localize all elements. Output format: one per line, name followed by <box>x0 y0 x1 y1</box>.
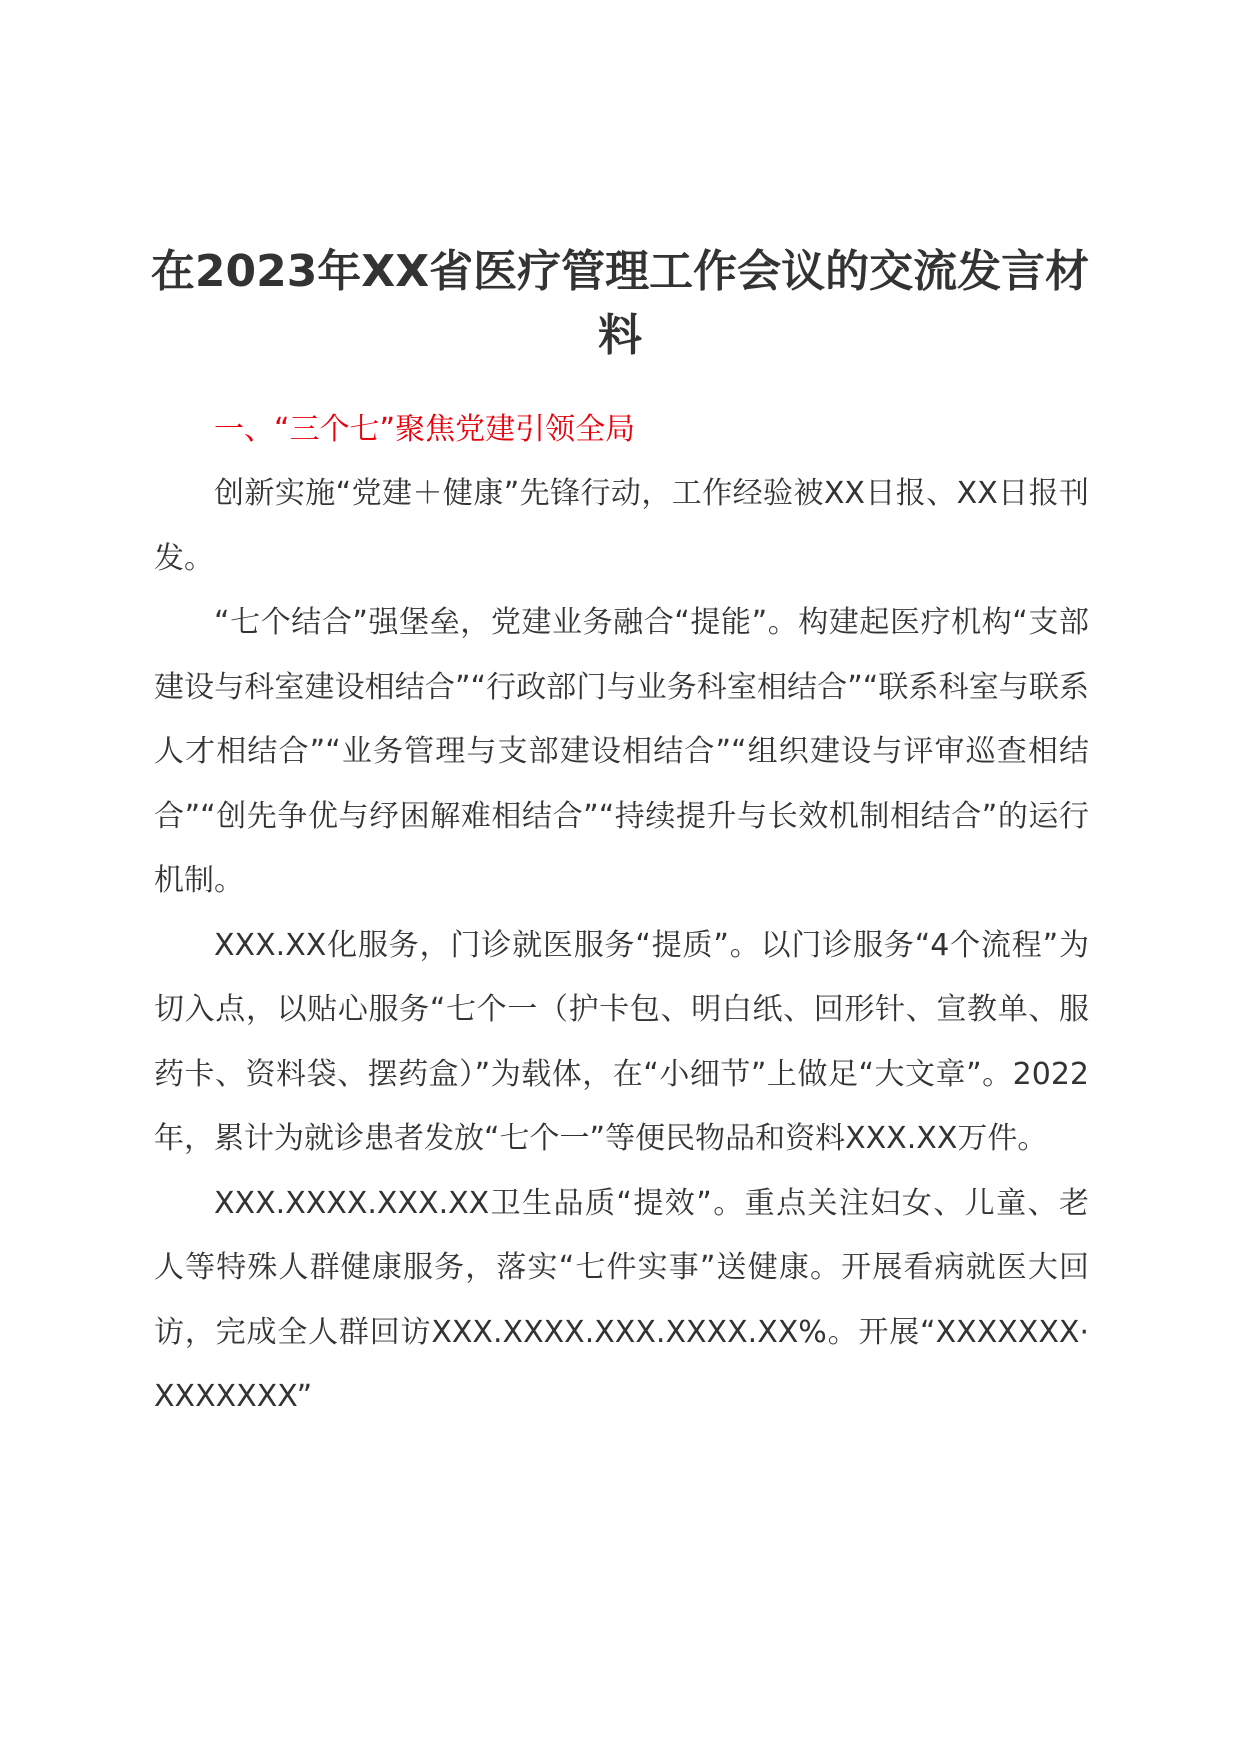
document-title: 在2023年XX省医疗管理工作会议的交流发言材料 <box>150 246 1090 361</box>
paragraph-3: XXX.XX化服务，门诊就医服务“提质”。以门诊服务“4个流程”为切入点，以贴心服务“七个一（护卡包、明白纸、回形针、宣教单、服药卡、资料袋、摆药盒）”为载体，在“小细节”上做足“大文章”。2022年，累计为就诊患者发放“七个一”等便民物品和资料XXX.XX万件。 <box>154 927 1089 1156</box>
paragraph-4: XXX.XXXX.XXX.XX卫生品质“提效”。重点关注妇女、儿童、老人等特殊人群健康服务，落实“七件实事”送健康。开展看病就医大回访，完成全人群回访XXX.XXXX.XXX.XXXX.XX%。开展“XXXXXXX·XXXXXXX” <box>154 1185 1089 1414</box>
document-body <box>154 398 1089 1430</box>
section-heading: 一、“三个七”聚焦党建引领全局 <box>214 412 636 447</box>
paragraph-1: 创新实施“党建＋健康”先锋行动，工作经验被XX日报、XX日报刊发。 <box>154 476 1089 576</box>
paragraph-2: “七个结合”强堡垒，党建业务融合“提能”。构建起医疗机构“支部建设与科室建设相结合”“行政部门与业务科室相结合”“联系科室与联系人才相结合”“业务管理与支部建设相结合”“组织建设与评审巡查相结合”“创先争优与纾困解难相结合”“持续提升与长效机制相结合”的运行机制。 <box>154 605 1089 898</box>
